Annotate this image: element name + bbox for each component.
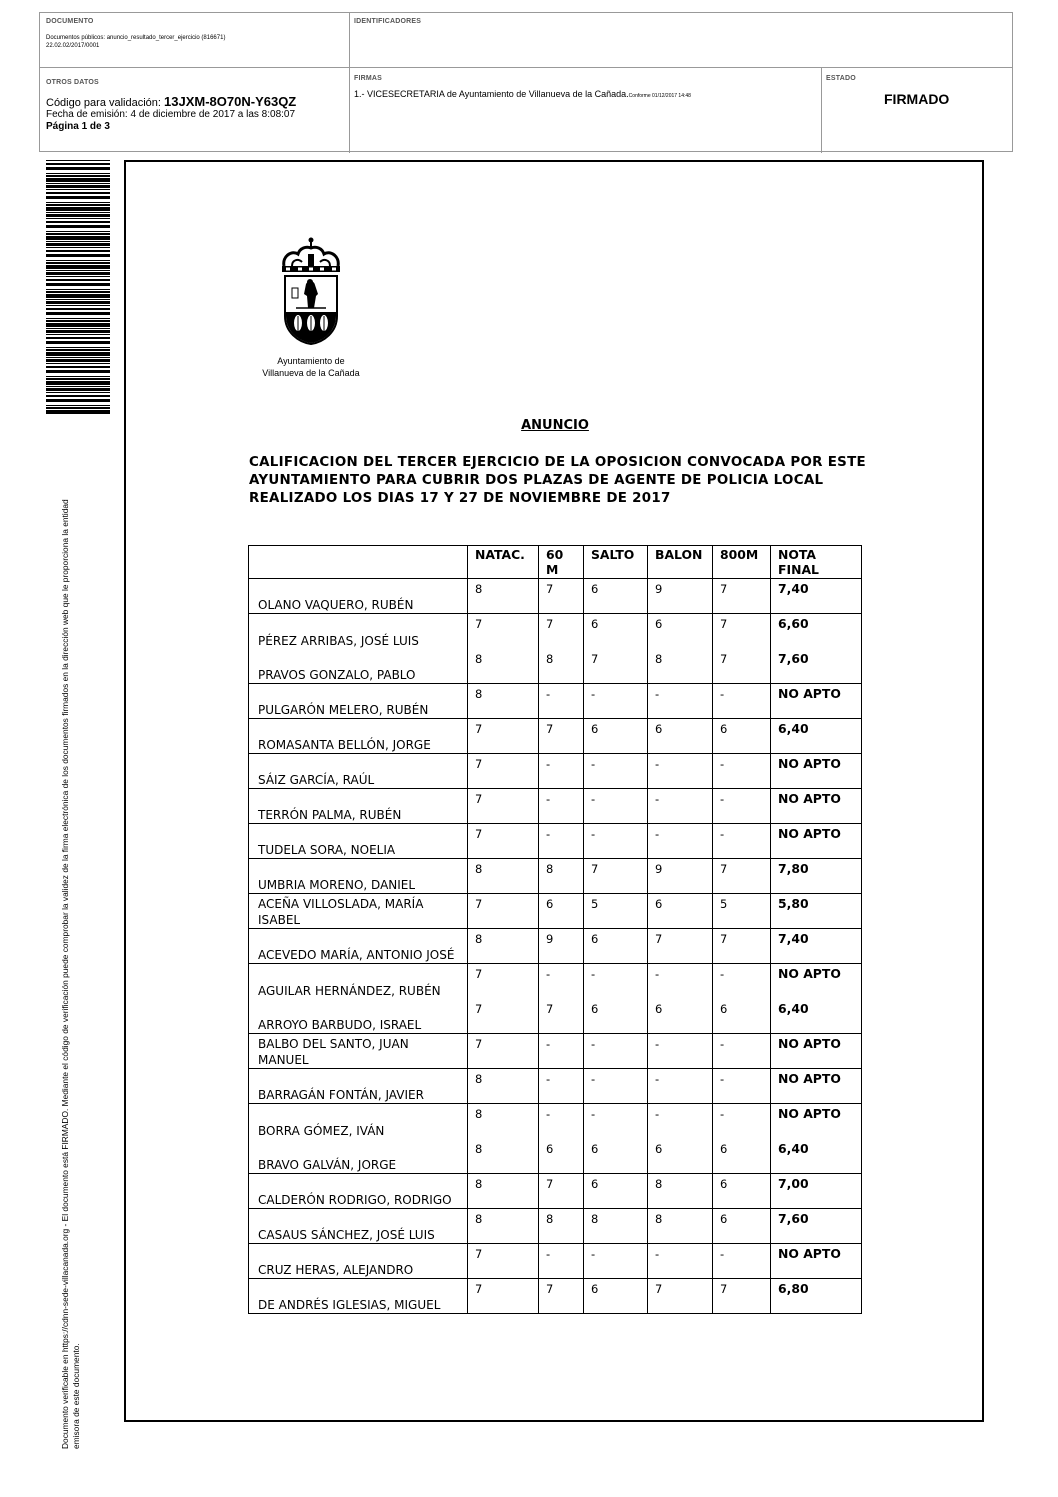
score-balon: 6 [648, 894, 713, 929]
final-grade: NO APTO [771, 824, 862, 859]
firmas-note: Conforme 01/12/2017 14:48 [628, 93, 691, 99]
column-header: NATAC. [468, 546, 539, 579]
column-header: 800M [713, 546, 771, 579]
document-metadata-header [39, 12, 1013, 152]
candidate-name: PRAVOS GONZALO, PABLO [249, 649, 468, 684]
score-m800: - [713, 1069, 771, 1104]
score-salto: 7 [584, 649, 648, 684]
score-salto: - [584, 754, 648, 789]
score-m800: 6 [713, 1174, 771, 1209]
score-salto: 5 [584, 894, 648, 929]
final-grade: 6,40 [771, 999, 862, 1034]
score-m800: - [713, 684, 771, 719]
final-grade: NO APTO [771, 964, 862, 999]
score-m60: 8 [539, 1209, 584, 1244]
score-m800: - [713, 824, 771, 859]
final-grade: NO APTO [771, 754, 862, 789]
final-grade: 7,40 [771, 579, 862, 614]
score-balon: 8 [648, 1209, 713, 1244]
final-grade: NO APTO [771, 1244, 862, 1279]
score-m60: 8 [539, 859, 584, 894]
score-balon: - [648, 1244, 713, 1279]
score-m800: - [713, 1244, 771, 1279]
issue-date: Fecha de emisión: 4 de diciembre de 2017 a las 8:08:07 [46, 109, 296, 120]
score-balon: - [648, 964, 713, 999]
score-m60: 6 [539, 1139, 584, 1174]
score-m60: 8 [539, 649, 584, 684]
candidate-name: CASAUS SÁNCHEZ, JOSÉ LUIS [249, 1209, 468, 1244]
candidate-name: PÉREZ ARRIBAS, JOSÉ LUIS [249, 614, 468, 649]
candidate-name: OLANO VAQUERO, RUBÉN [249, 579, 468, 614]
table-row [249, 929, 862, 964]
table-row [249, 684, 862, 719]
estado-section [826, 75, 1011, 145]
final-grade: 6,80 [771, 1279, 862, 1314]
score-salto: - [584, 824, 648, 859]
validation-code [46, 94, 346, 109]
candidate-name: UMBRIA MORENO, DANIEL [249, 859, 468, 894]
candidate-name: CALDERÓN RODRIGO, RODRIGO [249, 1174, 468, 1209]
table-row [249, 824, 862, 859]
candidate-name: BRAVO GALVÁN, JORGE [249, 1139, 468, 1174]
candidate-name: CRUZ HERAS, ALEJANDRO [249, 1244, 468, 1279]
score-salto: 7 [584, 859, 648, 894]
score-m800: 5 [713, 894, 771, 929]
score-m60: - [539, 684, 584, 719]
identificadores-section [354, 18, 421, 25]
score-natac: 8 [468, 1069, 539, 1104]
estado-label: ESTADO [826, 75, 856, 82]
score-salto: - [584, 1034, 648, 1069]
final-grade: 5,80 [771, 894, 862, 929]
score-natac: 7 [468, 789, 539, 824]
firmas-label: FIRMAS [354, 75, 383, 82]
otros-datos-label: OTROS DATOS [46, 79, 99, 86]
score-balon: - [648, 1104, 713, 1139]
score-m60: - [539, 1069, 584, 1104]
candidate-name: PULGARÓN MELERO, RUBÉN [249, 684, 468, 719]
score-salto: - [584, 684, 648, 719]
score-m800: - [713, 964, 771, 999]
verification-line-2: emisora de este documento. [71, 1343, 81, 1449]
score-natac: 7 [468, 754, 539, 789]
table-row [249, 1209, 862, 1244]
score-m60: 6 [539, 894, 584, 929]
score-balon: - [648, 1034, 713, 1069]
documento-line-1: Documentos públicos: anuncio_resultado_tercer_ejercicio (816671) [46, 35, 226, 41]
column-header: 60 M [539, 546, 584, 579]
score-m60: - [539, 824, 584, 859]
final-grade: 6,40 [771, 719, 862, 754]
score-salto: 6 [584, 614, 648, 649]
results-table [248, 545, 862, 1314]
table-row [249, 719, 862, 754]
score-m60: - [539, 754, 584, 789]
estado-value: FIRMADO [884, 91, 950, 107]
candidate-name: BARRAGÁN FONTÁN, JAVIER [249, 1069, 468, 1104]
final-grade: 7,80 [771, 859, 862, 894]
final-grade: 7,00 [771, 1174, 862, 1209]
score-balon: - [648, 1069, 713, 1104]
table-row [249, 614, 862, 649]
otros-datos-section [46, 79, 346, 133]
candidate-name: ROMASANTA BELLÓN, JORGE [249, 719, 468, 754]
table-row [249, 1104, 862, 1139]
score-natac: 7 [468, 964, 539, 999]
score-m800: 7 [713, 649, 771, 684]
documento-line-2: 22.02.02/2017/0001 [46, 43, 100, 49]
table-row [249, 859, 862, 894]
score-m60: 9 [539, 929, 584, 964]
verification-side-text [60, 439, 82, 1449]
score-natac: 8 [468, 1174, 539, 1209]
table-row [249, 649, 862, 684]
score-m800: - [713, 1034, 771, 1069]
coat-of-arms-icon [278, 236, 344, 346]
score-m60: - [539, 1104, 584, 1139]
firmas-value [354, 89, 819, 99]
score-salto: 8 [584, 1209, 648, 1244]
score-m800: - [713, 789, 771, 824]
score-natac: 8 [468, 1209, 539, 1244]
table-row [249, 1069, 862, 1104]
column-header [249, 546, 468, 579]
score-m60: 7 [539, 614, 584, 649]
score-balon: 8 [648, 1174, 713, 1209]
candidate-name: BORRA GÓMEZ, IVÁN [249, 1104, 468, 1139]
candidate-name: TUDELA SORA, NOELIA [249, 824, 468, 859]
score-salto: 6 [584, 579, 648, 614]
score-m800: 6 [713, 1209, 771, 1244]
final-grade: NO APTO [771, 1069, 862, 1104]
score-salto: 6 [584, 1174, 648, 1209]
table-row [249, 964, 862, 999]
score-balon: 6 [648, 1139, 713, 1174]
score-balon: 8 [648, 649, 713, 684]
score-m60: 7 [539, 1174, 584, 1209]
score-balon: 6 [648, 614, 713, 649]
score-balon: 6 [648, 999, 713, 1034]
firmas-text: 1.- VICESECRETARIA de Ayuntamiento de Villanueva de la Cañada. [354, 89, 629, 99]
final-grade: 7,40 [771, 929, 862, 964]
identificadores-label: IDENTIFICADORES [354, 18, 422, 25]
score-natac: 8 [468, 649, 539, 684]
column-header: BALON [648, 546, 713, 579]
column-header: NOTA FINAL [771, 546, 862, 579]
score-natac: 8 [468, 859, 539, 894]
score-salto: 6 [584, 999, 648, 1034]
score-m60: 7 [539, 719, 584, 754]
score-salto: 6 [584, 929, 648, 964]
table-row [249, 1139, 862, 1174]
validation-code-value: 13JXM-8O70N-Y63QZ [164, 94, 297, 109]
candidate-name: SÁIZ GARCÍA, RAÚL [249, 754, 468, 789]
score-balon: - [648, 684, 713, 719]
score-natac: 7 [468, 999, 539, 1034]
score-natac: 8 [468, 1139, 539, 1174]
candidate-name: ARROYO BARBUDO, ISRAEL [249, 999, 468, 1034]
score-balon: - [648, 824, 713, 859]
final-grade: 7,60 [771, 649, 862, 684]
score-natac: 8 [468, 929, 539, 964]
score-salto: - [584, 1104, 648, 1139]
organization-name [246, 355, 376, 379]
score-natac: 7 [468, 1034, 539, 1069]
table-row [249, 754, 862, 789]
score-m800: 7 [713, 579, 771, 614]
score-salto: - [584, 789, 648, 824]
candidate-name: TERRÓN PALMA, RUBÉN [249, 789, 468, 824]
score-balon: 7 [648, 1279, 713, 1314]
score-natac: 7 [468, 614, 539, 649]
final-grade: NO APTO [771, 1034, 862, 1069]
score-m60: 7 [539, 579, 584, 614]
score-m60: - [539, 789, 584, 824]
candidate-name: BALBO DEL SANTO, JUAN MANUEL [249, 1034, 468, 1069]
score-m800: 7 [713, 1279, 771, 1314]
score-m60: - [539, 964, 584, 999]
documento-label: DOCUMENTO [46, 18, 94, 25]
score-balon: 9 [648, 859, 713, 894]
announcement-heading: CALIFICACION DEL TERCER EJERCICIO DE LA OPOSICION CONVOCADA POR ESTE AYUNTAMIENTO PARA CUBRIR DOS PLAZAS DE AGENTE DE POLICIA LOCAL REALIZADO LOS DIAS 17 Y 27 DE NOVIEMBRE DE 2017 [249, 455, 866, 506]
score-balon: 6 [648, 719, 713, 754]
candidate-name: AGUILAR HERNÁNDEZ, RUBÉN [249, 964, 468, 999]
validation-code-prefix: Código para validación: [46, 97, 165, 109]
table-row [249, 1034, 862, 1069]
score-balon: 9 [648, 579, 713, 614]
score-m60: 7 [539, 1279, 584, 1314]
score-salto: - [584, 964, 648, 999]
table-row [249, 894, 862, 929]
final-grade: 6,40 [771, 1139, 862, 1174]
candidate-name: DE ANDRÉS IGLESIAS, MIGUEL [249, 1279, 468, 1314]
announcement-title: ANUNCIO [521, 418, 589, 433]
final-grade: NO APTO [771, 1104, 862, 1139]
score-m800: 7 [713, 929, 771, 964]
score-natac: 7 [468, 824, 539, 859]
score-m800: 7 [713, 859, 771, 894]
table-row [249, 789, 862, 824]
score-m800: 6 [713, 999, 771, 1034]
score-salto: 6 [584, 719, 648, 754]
score-m800: - [713, 754, 771, 789]
table-row [249, 1174, 862, 1209]
score-natac: 7 [468, 1279, 539, 1314]
score-balon: 7 [648, 929, 713, 964]
score-natac: 7 [468, 719, 539, 754]
score-natac: 7 [468, 1244, 539, 1279]
score-natac: 8 [468, 1104, 539, 1139]
score-salto: - [584, 1244, 648, 1279]
documento-section [46, 18, 346, 50]
score-m800: 7 [713, 614, 771, 649]
table-row [249, 999, 862, 1034]
score-m60: - [539, 1034, 584, 1069]
verification-line-1: Documento verificable en https://cdnn-sede-villacanada.org - El documento está FIRMADO. Mediante el código de verificación puede comprobar la validez de la firma electrónica de los documentos firmados en la dirección web que le proporciona la entidad [60, 499, 70, 1449]
score-salto: 6 [584, 1279, 648, 1314]
score-natac: 7 [468, 894, 539, 929]
final-grade: 7,60 [771, 1209, 862, 1244]
table-row [249, 579, 862, 614]
page-indicator: Página 1 de 3 [46, 121, 110, 132]
score-salto: - [584, 1069, 648, 1104]
candidate-name: ACEVEDO MARÍA, ANTONIO JOSÉ [249, 929, 468, 964]
score-natac: 8 [468, 684, 539, 719]
barcode-icon [46, 160, 110, 414]
organization-line-2: Villanueva de la Cañada [262, 368, 360, 378]
score-m60: 7 [539, 999, 584, 1034]
score-m800: 6 [713, 719, 771, 754]
final-grade: 6,60 [771, 614, 862, 649]
score-balon: - [648, 754, 713, 789]
table-row [249, 1279, 862, 1314]
column-header: SALTO [584, 546, 648, 579]
score-natac: 8 [468, 579, 539, 614]
score-balon: - [648, 789, 713, 824]
organization-line-1: Ayuntamiento de [277, 356, 345, 366]
score-m800: - [713, 1104, 771, 1139]
score-m60: - [539, 1244, 584, 1279]
table-row [249, 1244, 862, 1279]
score-salto: 6 [584, 1139, 648, 1174]
score-m800: 6 [713, 1139, 771, 1174]
firmas-section [354, 75, 819, 99]
candidate-name: ACEÑA VILLOSLADA, MARÍA ISABEL [249, 894, 468, 929]
final-grade: NO APTO [771, 684, 862, 719]
final-grade: NO APTO [771, 789, 862, 824]
table-header-row [249, 546, 862, 579]
